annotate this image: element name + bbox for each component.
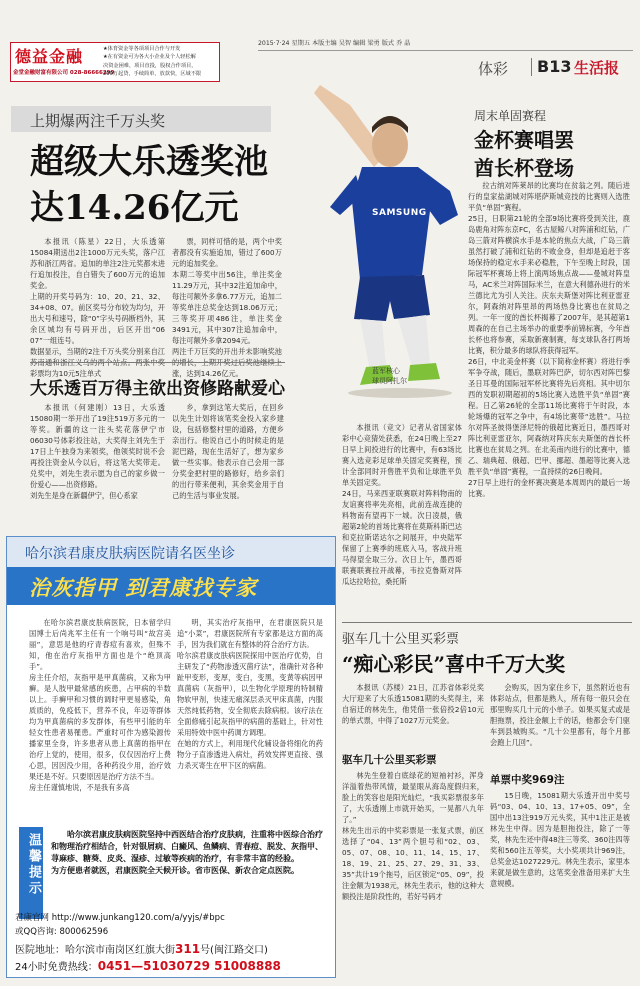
hospital-ad-address-suffix: 号(闽江路交口) [200,945,268,956]
hospital-ad-column1 [29,617,171,817]
photo-caption-line2: 球员阿扎尔 [372,377,407,385]
story2-top-rule [30,362,285,363]
hospital-ad-address-number: 311 [175,942,201,956]
story2-column1 [30,402,165,522]
hospital-ad-vertical-label: 温馨提示 [26,833,41,897]
story2-headline: 大乐透百万得主欲出资修路献爱心 [30,379,285,399]
top-ad-brand: 德益金融 [15,47,84,66]
story4-column1-text: 林先生登着白底绿花的短袖衬衫，浑身洋溢着热带风情，最显眼从海岛度假归来，脸上的笑容也是阳光灿烂，“我买彩票很多年了，大乐透刚上市就开始买，一晃都八九年了。” 林先生出示的中奖彩票是一张复式票，前区选择了“04、13”两个胆号和“02、03、05、07、08、10、11、14、15、17、18、19、21、25、27、29、31、33、35”共计19个拖号，后区锁定“05、09”，投注金额为1938元，林先生表示，他的这种大额投注是阶段性的，若好号码才 [342,771,484,901]
hospital-ad-vertical-tab [19,827,43,919]
story2-column2 [172,402,284,522]
story4-intro-text: 本报讯（苏楼）21日，江苏省体彩兑奖大厅迎来了大乐透15081期的头奖得主，来自宿迁的林先生，他凭借一张倍投2倍10元的单式票，中得了1027万元奖金。 [342,683,484,725]
story1-headline-line1: 超级大乐透奖池 [30,142,268,182]
section-name: 体彩 [478,60,509,78]
story1-column2-text: 票，同样可惜的是，两个中奖者都没有实施追加，错过了600万元的追加奖金。 本期二等奖中出56注，单注奖金11.29万元，其中32注追加命中，每注可额外多拿6.77万元，追加二等奖单注总奖金达到18.06万元；三等奖开项486注，单注奖金3491元，其中307注追加命中，每注可额外多拿2094元。 两注千万巨奖的开出并未影响奖池 涨，达到14.26亿元。 [172,237,282,378]
story1-column1 [30,236,165,378]
story1-column2 [172,236,282,378]
story2-column1-text: 本报讯（何建刚）13日，大乐透15080期一举开出了19注519万多元的一等奖。新疆的这一注头奖花落伊宁市06030号体彩投注站，大奖得主刘先生于17日上午独身为来领奖，他领奖时说不会再投注资金从今以后，将这笔大奖带走。兑奖中，刘先生表示愿为自己的家乡做一份爱心——出资修路。 刘先生是身在新疆伊宁，但心系家 [30,403,165,500]
top-ad-line: 决资金困难，项目直投，股权合作项目， [103,62,197,69]
top-ad-lines [103,45,219,78]
top-ad-line: 200万起贷，手续简单，放款快，区域不限 [103,70,202,77]
story3-right-column-text: 拉古纳对阵莱昂的比赛均在贫翁之列。随后进行的皇家盐湖城对阵堪萨斯城竞技的比赛则入选胜平负“单固”赛程。 25日，日职第21轮的全部9场比赛将受到关注，鹿岛鹿角对阵东京FC，名古屋鲸八对阵浦和红钻，广岛三箭对阵横滨水手是本轮的焦点大战，广岛三箭虽然打破了浦和红钻的不败金身，但却是追赶于客场保持的稳定水手来必稳胜，下午至晚上时段，国际冠军杯赛场上将上演两场焦点战——曼城对阵皇马，AC米兰对阵国际米兰，在意大利德孙进行的米兰德比尤为引人关注。庆东夫斯堡对阵比利亚雷亚尔，阿森纳对阵里昂的两场热身比赛也在贫局之列。一年一度的酋长杯揭幕了2007年，是其超第1周森的在自己主场举办的重要季前锦标赛，今年酋长杯也将参赛，采取新赛制赛，每支球队各打两场比赛，积分最多的球队将获得冠军。 26日，中北美金杯赛（以下简称金杯赛）将进行季军争夺战，随后，墨联对阵巴萨，切尔西对阵巴黎圣日耳曼的国际冠军杯比赛将先后亮相。其中切尔西的发职初期超初的5场比赛入选胜平负“单固”赛程。日乙第26轮的全部11场比赛将于午时段，本轮场爆的冠军之争中，有4场比赛带“选胜”。马拉尔对阵圣彼得堡泽尼特的俄超比赛近日，墨西哥对阵比利亚雷亚尔，阿森纳对阵庆东夫斯堡的酋长杯比赛也在贫局之列。在北美南内进行的比赛中，德乙、瑞典超、俄超、巴甲、挪超、墨超等比赛入选胜平负“单固”赛程，一直持续的26日晚间。 27日早上进行的金杯赛决赛是本周周内的最后一场比赛。 [468,181,630,498]
hospital-ad-notice-text: 哈尔滨君康皮肤病医院坚持中西医结合治疗皮肤病，注重将中医综合治疗和物理治疗相结合，针对银屑病、白癜风、鱼鳞病、青春痘、脱发、灰指甲、荨麻疹、糖葵、皮炎、湿疹、过敏等疾病的治疗，有非常丰富的经验。 为方便患者就医，君康医院全天候开诊。省市医保、新农合定点医院。 [51,830,323,875]
story4-column3-text: 15日晚，15081期大乐透开出中奖号码“03、04、10、13、17+05、09”，全国中出13注919万元头奖，其中1注正是被林先生中得。因为是胆拖投注，除了一等奖，林先生还中得48注三等奖、360注四等奖和560注五等奖，大小奖项共计969注，总奖金达1027229元。林先生表示，家里本来就是做生意的，这笔奖金准备用来扩大生意规模。 [490,791,630,888]
top-ad-line: ★体育资金等各项项目合作与开发 [103,46,181,52]
player-illustration [290,75,462,405]
story4-headline: “痴心彩民”喜中千万大奖 [342,652,566,676]
hospital-ad-qq: 或QQ咨询: 800062596 [15,927,109,937]
page-number: B13 [537,57,572,76]
hospital-ad-hotline-label: 24小时免费热线： [15,962,98,973]
hospital-ad-banner: 治灰指甲 到君康找专家 [29,576,258,600]
story1-column1-text: 本报讯（陈星）22日，大乐透第15084期送出2注1000万元头奖，落户江苏和浙江两省。追加的单注2注元奖都未进行追加投注，自白错失了600万元的追加奖金。 上期的开奖号码为：10、20、21、32、34+08、07。前区奖号分布较为均匀，开出大号和速号，除“0”字头号码断档外，其余区城均有号码开出，后区开出“06 07”一组连号。 数据显示，当期的2注千万头奖分别来自江 彩票均为10元5注单式 [30,237,165,378]
date-line: 2015·7·24 星期五 本版主编 吴智 编辑 梁勇 版式 乔 晶 [258,40,411,47]
hospital-ad-hotline-number: 0451—51030729 51008888 [97,959,281,973]
story3-headline-line1: 金杯赛唱罢 [474,128,574,152]
masthead-divider [531,58,532,76]
hospital-ad-column2-text: 明，其实治疗灰指甲，在君康医院只是追“小菜”，君康医院所有专家都是这方面的高手，因为我们就在有整体的符合治疗方法。 哈尔滨君康皮肤病医院探用中医治疗优势，自主研发了“药物渗透灭菌疗法”，准确针对各种趾甲变形，变厚，变白，变黑，变黄等病因甲真菌病（灰指甲），以生物化学原理的特制精物软甲剂，快速无痛深层杀灭甲床真菌，内服天然纯低药物，安全彻底去除病根。该疗法在全面修痛引起灰指甲的病菌的基础上，针对性采用特效中医中药调方调理。 在她的方式上，利用现代化辅设备将细化的药物分子直渗透进入病灶，药效发挥更直接、强力杀灭寄生在甲下区的病菌。 [177,618,323,770]
paper-logo: 生活报 [574,59,620,77]
story4-column1 [342,770,484,976]
story4-column3 [490,790,630,976]
hospital-ad-address [15,941,268,956]
hospital-ad [6,536,336,978]
story3-kicker: 周末单固赛程 [474,109,547,123]
top-ad [10,42,220,82]
hospital-ad-address-prefix: 医院地址：哈尔滨市南岗区红旗大街 [15,945,175,956]
photo-caption-line1: 蓝军核心 [372,367,400,375]
story4-kicker: 驱车几十公里买彩票 [342,632,460,647]
top-ad-line: ★在有资金可为各大小企业及个人轻松解 [103,54,196,61]
story4-column2 [490,682,630,766]
story4-top-rule [342,622,632,623]
story4-subhead1: 驱车几十公里买彩票 [342,754,437,766]
story4-subhead2: 单票中奖969注 [490,774,565,786]
story4-intro [342,682,484,750]
story3-headline-line2: 酋长杯登场 [474,156,574,180]
top-ad-subline: 金堂金融财富有限公司 028-86666299 [13,70,115,76]
player-photo [290,75,462,405]
hospital-ad-column1-text: 在哈尔滨君康皮肤病医院，日本留学归国博士后尚兆军主任有一个响号叫“故宫美丽”，意思是他的疗青春痘有喜欢，但殊不知，他在治疗灰指甲方面也是个“绝顶高手”。 房主任介绍，灰指甲是甲真菌病，又称为甲癣。是人肢甲最常感的疾患，占甲病的半数以上。手癣甲和习惯的调时甲更易感染，角质质的，免疫低下，营养不良，年迈等群体均为甲真菌病的多发群体，有些甲引能的年轻女性患者易罹患。严重时可作为感染源传播家里全身，许多患者从患上真菌的指甲在治疗上觉的，使用，很多，仅仅因治疗上费心思，因因没少用，各种药没少用，治疗效果还是不好。只要原因是治疗方法不当。 房主任谨慎地说，不是我有多高 [29,618,171,792]
story4-column2-text: 会购买，因为家住乡下，虽然附近也有体彩站点，但都是熟人，所有每一般只会在那里购买几十元的小单子。如果买复式或是胆拖票，投注金额上千的话，他都会专门驱车到县城购买。“几十公里都有，每个月都会跑上几回”。 [490,683,630,747]
masthead-rule [258,50,633,51]
hospital-ad-hotline [15,958,281,973]
story3-left-column-text: 本报讯（竞文）记者从省国家体彩中心竞猜处获悉，在24日晚上至27日早上间投进行的比赛中，有63场比赛入选竞彩足球单关固定奖赛程，预计全部同时开售胜平负和让球胜平负单关固定奖。 24日，马来西亚联赛联对阵料物南的友谊赛将率先亮相，此前连战连捷的料物南有望再下一城。次日凌晨，俄超第2轮的首场比赛将在莫斯科斯巴达和克拉斯诺达尔之间展开，中央陆军保留了上赛季的班底入马，客战升班马得望全取三分。次日上午，墨西哥联赛联赛拉开战幕，韦拉克鲁斯对阵瓜达拉哈拉，桑托斯 [342,423,462,586]
photo-caption [372,366,407,386]
shirt-sponsor-text: SAMSUNG [372,208,427,218]
hospital-ad-website: 君康官网 http://www.junkang120.com/a/yyjs/#bpc [15,913,225,923]
story1-headline-line2: 达14.26亿元 [30,188,239,228]
story3-left-column [342,422,462,610]
story2-column2-text: 乡，拿到这笔大奖后，在回乡以先生计划将该笔奖金投入家乡建设，包括修整村里的道路，方便乡亲出行。他说自己小的时候走的是泥巴路，现在生活好了，想为家乡做一些实事。他表示自己会用一部分奖金把村里的路修好，给乡亲们的出行带来便利，其余奖金用于自己的生活与事业发展。 [172,403,284,500]
hospital-ad-column2 [177,617,323,817]
hospital-ad-title: 哈尔滨君康皮肤病医院请名医坐诊 [25,546,235,562]
story1-kicker: 上期爆两注千万头奖 [30,112,166,130]
story3-right-column [468,180,630,620]
